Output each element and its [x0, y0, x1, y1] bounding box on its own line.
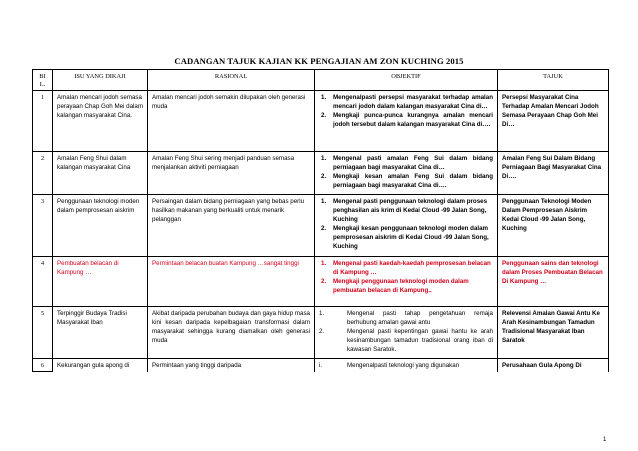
rasional-cell: Amalan mencari jodoh semakin dilupakan oleh generasi muda	[148, 91, 315, 152]
row-number: 5	[33, 307, 53, 359]
isu-cell: Penggunaan teknologi moden dalam pemprosesan aiskrim	[53, 195, 148, 257]
row-number: 1	[33, 91, 53, 152]
tajuk-cell: Penggunaan Teknologi Moden Dalam Pemprosesan Aiskrim Kedai Cloud -99 Jalan Song, Kuching	[498, 195, 609, 257]
tajuk-cell: Penggunaan sains dan teknologi dalam Proses Pembuatan Belacan Di Kampung …	[498, 257, 609, 307]
objektif-cell	[315, 359, 498, 372]
objektif-cell	[315, 257, 498, 307]
table-row	[33, 359, 609, 372]
objective-item: 2. Mengkaji kesan penggunaan teknologi moden dalam pemprosesan aiskrim di Kedai Cloud -99 Jalan Song, Kuching	[321, 225, 489, 250]
header-rasional: RASIONAL	[148, 70, 315, 91]
page-number: 1	[603, 437, 607, 443]
objective-item: 1. Mengenalpasti persepsi masyarakat terhadap amalan mencari jodoh dalam kalangan masyarakat Cina di…	[321, 94, 493, 110]
row-number: 4	[33, 257, 53, 307]
objective-item: 1. Mengenal pasti tahap pengetahuan remaja berhubung amalan gawai antu	[319, 310, 493, 326]
objektif-cell	[315, 152, 498, 195]
objektif-cell	[315, 91, 498, 152]
table-header-row	[33, 70, 609, 91]
header-isu: ISU YANG DIKAJI	[53, 70, 148, 91]
isu-cell: Amalan Feng Shui dalam kalangan masyarakat Cina	[53, 152, 148, 195]
tajuk-cell: Amalan Feng Sui Dalam Bidang Perniagaan Bagi Masyarakat Cina Di….	[498, 152, 609, 195]
objective-item: 1. Mengenal pasti kaedah-kaedah pemprosesan belacan di Kampung …	[321, 260, 491, 276]
row-number: 6	[33, 359, 53, 372]
rasional-cell: Permintaan belacan buatan Kampung …sangat tinggi	[148, 257, 315, 307]
isu-cell: Pembuatan belacan di Kampung …	[53, 257, 148, 307]
objective-item: 2. Mengkaji penggunaan teknologi moden dalam pembuatan belacan di Kampung..	[321, 278, 469, 294]
objective-item: 1. Mengenal pasti amalan Feng Sui dalam bidang perniagaan bagi masyarakat Cina di…	[321, 155, 493, 171]
document-title: CADANGAN TAJUK KAJIAN KK PENGAJIAN AM ZON KUCHING 2015	[174, 56, 464, 66]
objective-item: 1. Mengenal pasti penggunaan teknologi dalam proses penghasilan ais krim di Kedai Cloud -99 Jalan Song, Kuching	[321, 198, 488, 223]
header-no: BI L.	[33, 70, 53, 91]
row-number: 2	[33, 152, 53, 195]
row-number: 3	[33, 195, 53, 257]
table-row	[33, 307, 609, 359]
objective-item: 2. Mengkaji kesan amalan Feng Sui dalam bidang perniagaan bagi masyarakat Cina di….	[321, 173, 493, 189]
tajuk-cell: Persepsi Masyarakat Cina Terhadap Amalan Mencari Jodoh Semasa Perayaan Chap Goh Mei Di…	[498, 91, 609, 152]
header-objektif: OBJEKTIF	[315, 70, 498, 91]
objective-item: 2. Mengenal pasti kepentingan gawai hantu ke arah kesinambungan tamadun tradisional orang iban di kawasan Saratok.	[319, 328, 493, 353]
table-row	[33, 152, 609, 195]
objektif-cell	[315, 195, 498, 257]
objective-item: i. Mengenalpasti teknologi yang digunakan	[319, 362, 460, 369]
rasional-cell: Amalan Feng Shui sering menjadi panduan semasa menjalankan aktiviti perniagaan	[148, 152, 315, 195]
isu-cell: Amalan mencari jodoh semasa perayaan Chap Goh Mei dalam kalangan masyarakat Cina.	[53, 91, 148, 152]
table-row	[33, 195, 609, 257]
proposal-table	[32, 69, 609, 372]
objective-item: 2. Mengkaji punca-punca kurangnya amalan mencari jodoh tersebut dalam kalangan masyarakat Cina di….	[321, 112, 493, 128]
rasional-cell: Permintaan yang tinggi daripada	[148, 359, 315, 372]
tajuk-cell: Relevensi Amalan Gawai Antu Ke Arah Kesinambungan Tamadun Tradisional Masyarakat Iban Saratok	[498, 307, 609, 359]
rasional-cell: Akibat daripada perubahan budaya dan gaya hidup masa kini kesan daripada kepelbagaian transformasi dalam masyarakat sehingga kurang diamalkan oleh generasi muda	[148, 307, 315, 359]
isu-cell: Terpinggir Budaya Tradisi Masyarakat Iban	[53, 307, 148, 359]
table-row	[33, 257, 609, 307]
tajuk-cell: Perusahaan Gula Apong Di	[498, 359, 609, 372]
rasional-cell: Persaingan dalam bidang perniagaan yang bebas perlu hasilkan makanan yang berkualiti untuk menarik pelanggan	[148, 195, 315, 257]
header-tajuk: TAJUK	[498, 70, 609, 91]
table-row	[33, 91, 609, 152]
objektif-cell	[315, 307, 498, 359]
isu-cell: Kekurangan gula apong di	[53, 359, 148, 372]
